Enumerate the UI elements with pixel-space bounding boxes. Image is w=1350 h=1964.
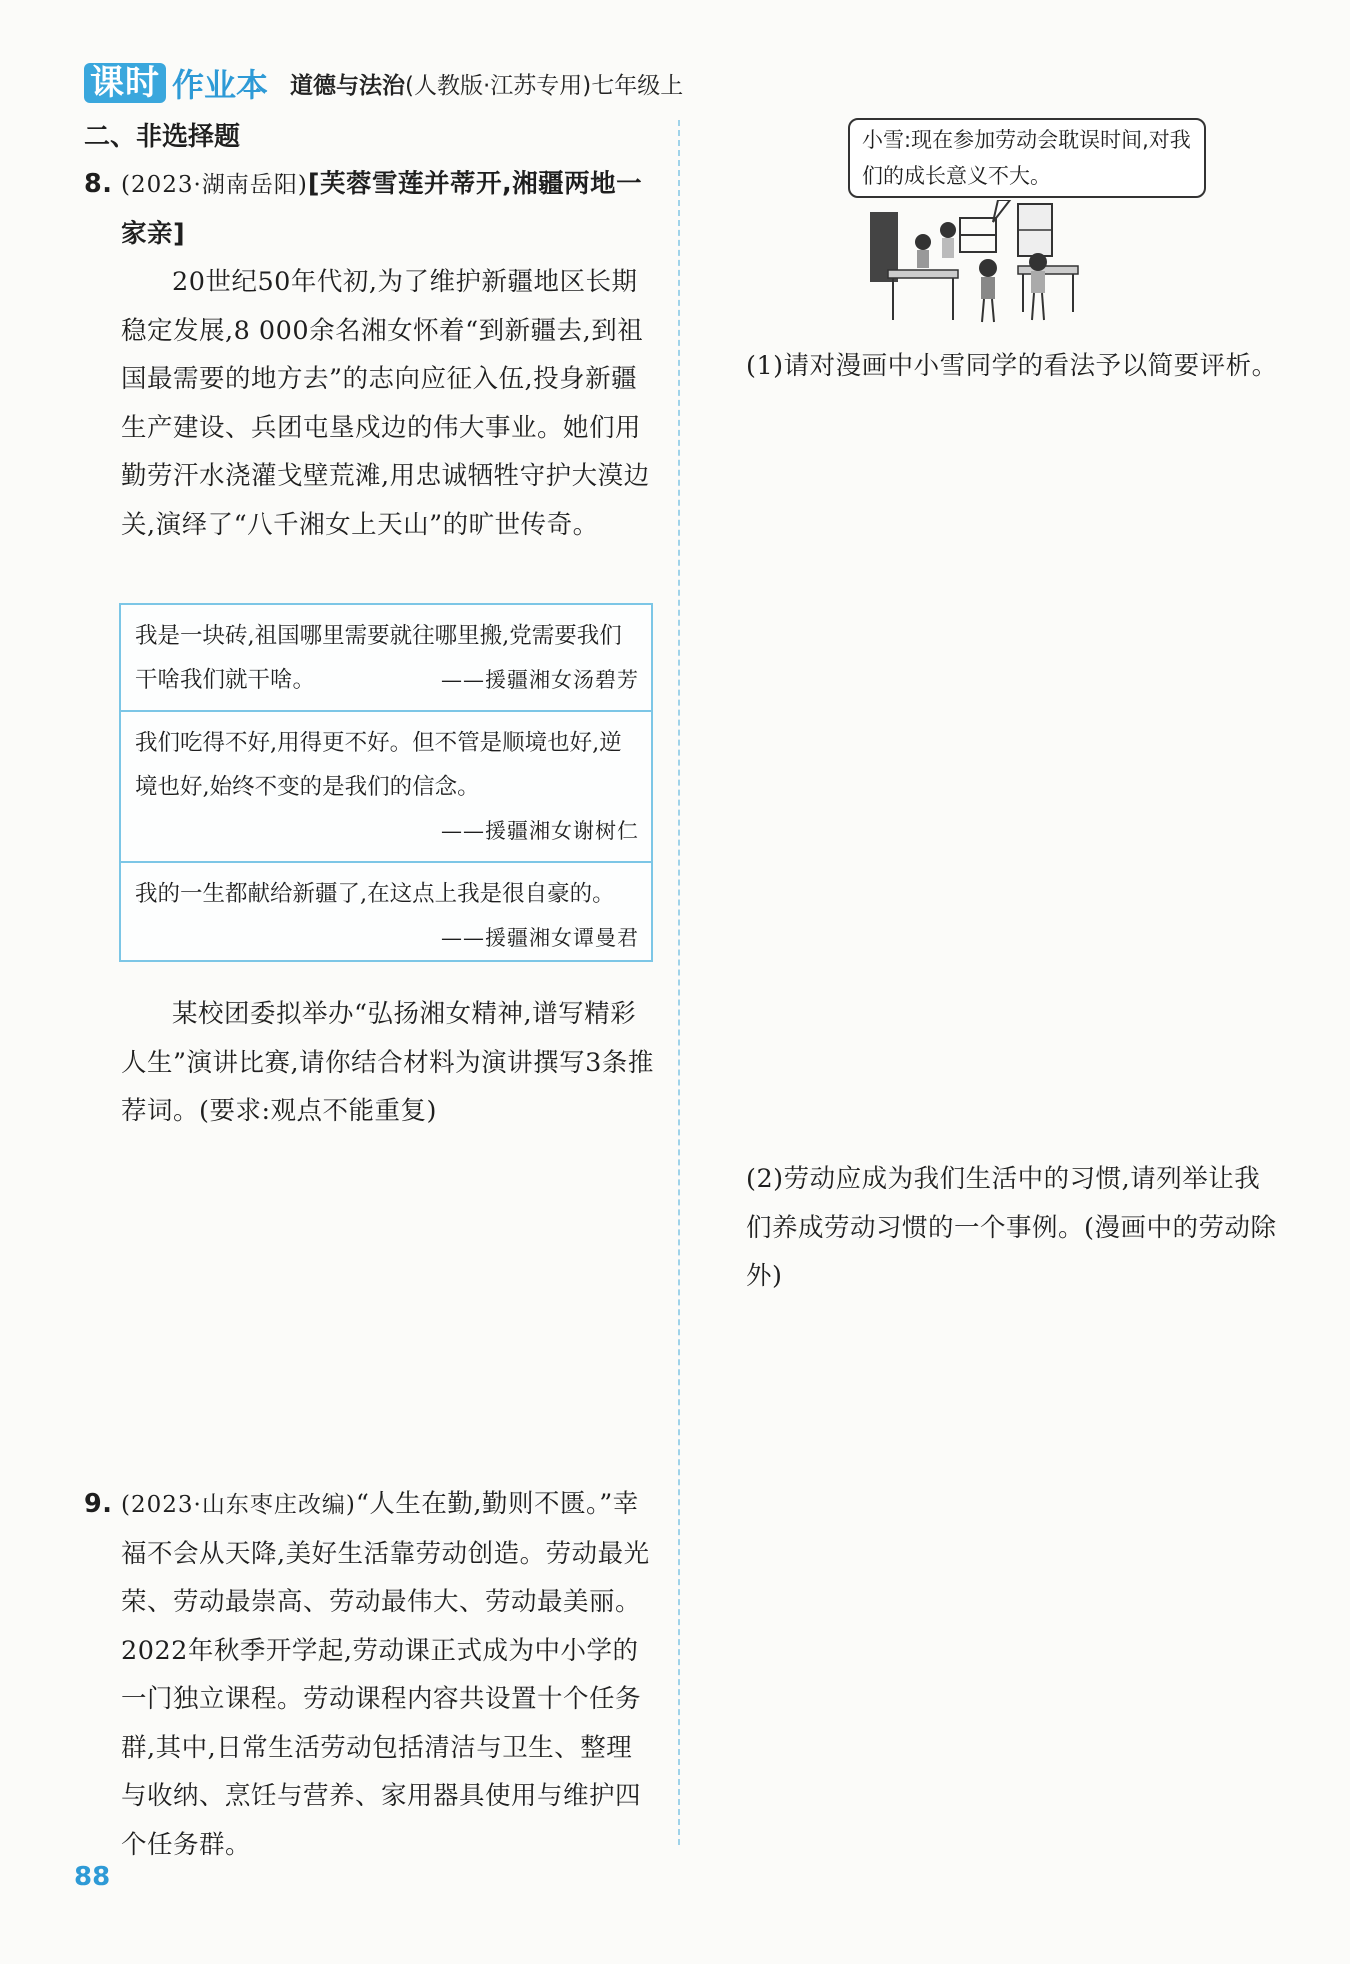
quote-text: 我的一生都献给新疆了,在这点上我是很自豪的。 <box>135 881 615 907</box>
sub-question-1: (1)请对漫画中小雪同学的看法予以简要评析。 <box>746 351 1278 381</box>
book-info <box>290 67 683 100</box>
question-8 <box>84 160 656 549</box>
question-topic: [芙蓉雪莲并蒂开,湘疆两地一家亲] <box>121 169 643 249</box>
question-9-passage: “人生在勤,勤则不匮。”幸福不会从天降,美好生活靠劳动创造。劳动最光荣、劳动最崇高、劳动最伟大、劳动最美丽。2022年秋季开学起,劳动课正式成为中小学的一门独立课程。劳动课程内容共设置十个任务群,其中,日常生活劳动包括清洁与卫生、整理与收纳、烹饪与营养、家用器具使用与维护四个任务群。 <box>121 1489 650 1860</box>
page-header <box>84 60 683 106</box>
question-9 <box>84 1480 656 1869</box>
sub-question-2: (2)劳动应成为我们生活中的习惯,请列举让我们养成劳动习惯的一个事例。(漫画中的劳动除外) <box>746 1164 1277 1291</box>
section-title: 二、非选择题 <box>84 122 241 152</box>
question-number: 9. <box>84 1489 113 1519</box>
question-number: 8. <box>84 169 113 199</box>
quote-attribution: ——援疆湘女汤碧芳 <box>441 668 639 692</box>
quote-text: 我们吃得不好,用得更不好。但不管是顺境也好,逆境也好,始终不变的是我们的信念。 <box>135 730 622 800</box>
quote-text: 我是一块砖,祖国哪里需要就往哪里搬,党需要我们干啥我们就干啥。 <box>135 623 622 693</box>
speech-bubble: 小雪:现在参加劳动会耽误时间,对我们的成长意义不大。 <box>848 118 1206 198</box>
quote-item <box>121 605 651 712</box>
student-figure <box>915 234 931 268</box>
page-number: 88 <box>74 1862 111 1892</box>
question-source: (2023·湖南岳阳) <box>121 172 308 198</box>
question-9-text <box>84 1480 656 1869</box>
series-logo: 课时 <box>84 63 166 103</box>
question-8-passage: 20世纪50年代初,为了维护新疆地区长期稳定发展,8 000余名湘女怀着“到新疆去,到祖国最需要的地方去”的志向应征入伍,投身新疆生产建设、兵团屯垦戍边的伟大事业。她们用勤劳汗水浇灌戈壁荒滩,用忠诚牺牲守护大漠边关,演绎了“八千湘女上天山”的旷世传奇。 <box>121 267 650 540</box>
edition-label: (人教版·江苏专用)七年级上 <box>405 72 684 99</box>
series-name: 作业本 <box>172 66 269 104</box>
quote-item <box>121 863 651 950</box>
question-source: (2023·山东枣庄改编) <box>121 1492 356 1518</box>
question-8-task: 某校团委拟举办“弘扬湘女精神,谱写精彩人生”演讲比赛,请你结合材料为演讲撰写3条推荐词。(要求:观点不能重复) <box>121 999 654 1126</box>
quote-attribution: ——援疆湘女谢树仁 <box>441 819 639 843</box>
subject-name: 道德与法治 <box>290 72 406 99</box>
quote-item <box>121 712 651 863</box>
desk <box>1018 266 1078 274</box>
quote-box <box>119 603 653 962</box>
cartoon-illustration <box>868 200 1088 335</box>
column-divider <box>678 120 680 1845</box>
desk <box>888 270 958 278</box>
quote-attribution: ——援疆湘女谭曼君 <box>441 926 639 950</box>
student-figure <box>940 222 956 258</box>
student-figure <box>979 259 997 322</box>
question-8-heading <box>84 160 656 258</box>
student-figure <box>1029 253 1047 320</box>
